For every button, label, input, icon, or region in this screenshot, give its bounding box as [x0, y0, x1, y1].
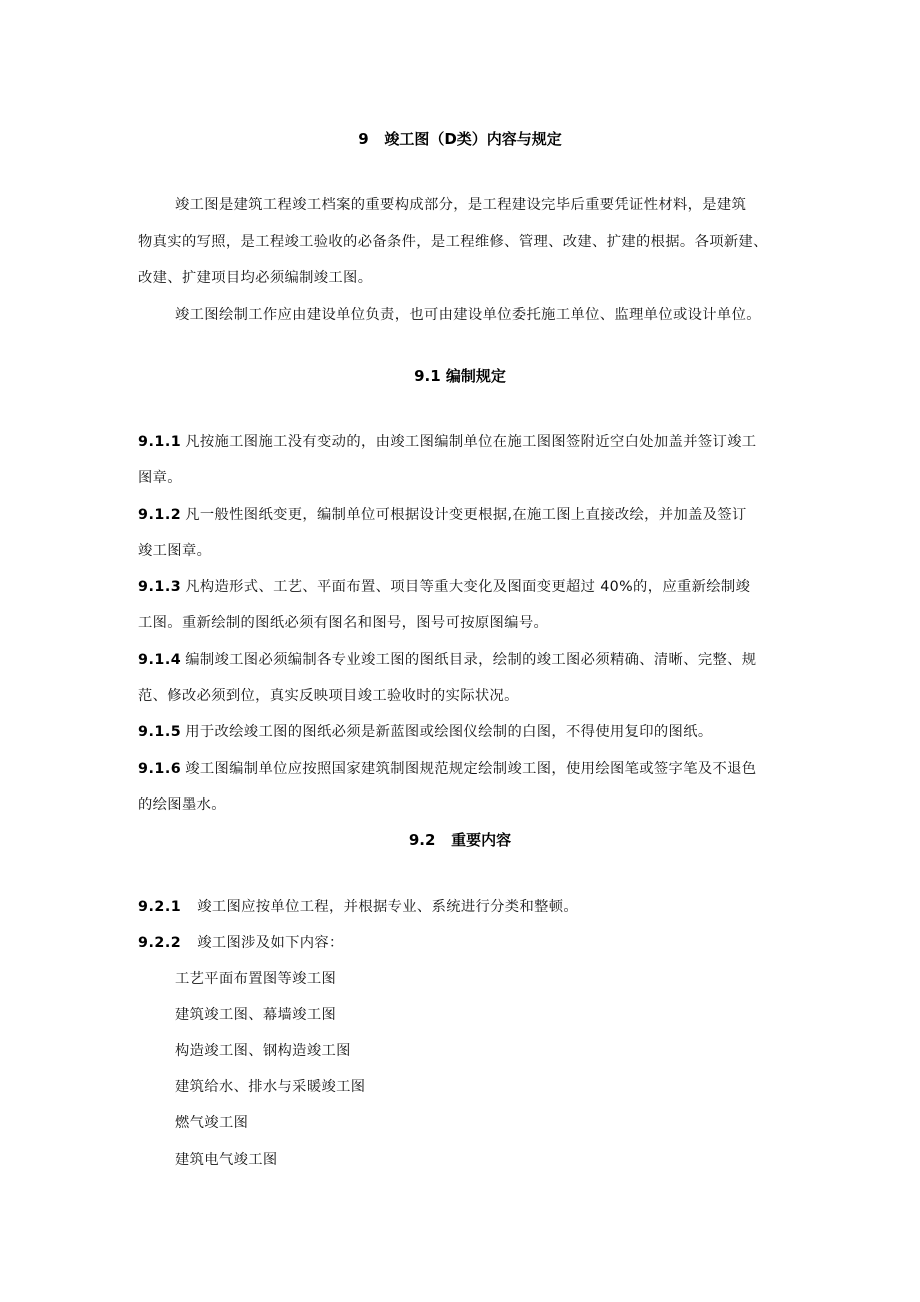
clause-9-1-2-cont: 竣工图章。	[138, 543, 212, 559]
clause-text: 编制竣工图必须编制各专业竣工图的图纸目录，绘制的竣工图必须精确、清晰、完整、规	[185, 652, 757, 668]
clause-9-1-5	[138, 722, 788, 742]
list-item: 建筑电气竣工图	[175, 1152, 278, 1168]
intro-paragraph-line-3: 改建、扩建项目均必须编制竣工图。	[138, 270, 373, 286]
clause-text: 竣工图涉及如下内容：	[197, 935, 344, 951]
clause-9-2-1	[138, 897, 788, 917]
clause-text: 竣工图应按单位工程，并根据专业、系统进行分类和整顿。	[197, 899, 579, 915]
clause-number: 9.2.1	[138, 899, 182, 915]
clause-9-1-6	[138, 759, 788, 779]
intro-paragraph-2: 竣工图绘制工作应由建设单位负责，也可由建设单位委托施工单位、监理单位或设计单位。	[175, 307, 761, 323]
section-heading-9-1: 9.1 编制规定	[414, 367, 506, 385]
list-item: 燃气竣工图	[175, 1115, 249, 1131]
intro-paragraph-line-1: 竣工图是建筑工程竣工档案的重要构成部分，是工程建设完毕后重要凭证性材料，是建筑	[175, 197, 747, 213]
clause-number: 9.1.1	[138, 434, 182, 450]
clause-number: 9.1.4	[138, 652, 182, 668]
clause-number: 9.2.2	[138, 935, 182, 951]
clause-text: 用于改绘竣工图的图纸必须是新蓝图或绘图仪绘制的白图，不得使用复印的图纸。	[185, 724, 713, 740]
list-item: 构造竣工图、钢构造竣工图	[175, 1043, 351, 1059]
clause-9-1-2	[138, 505, 788, 525]
clause-text: 竣工图编制单位应按照国家建筑制图规范规定绘制竣工图，使用绘图笔或签字笔及不退色	[185, 761, 757, 777]
clause-number: 9.1.2	[138, 507, 182, 523]
clause-9-1-3-cont: 工图。重新绘制的图纸必须有图名和图号，图号可按原图编号。	[138, 615, 549, 631]
section-heading-9-2: 9.2 重要内容	[408, 831, 512, 849]
clause-9-1-1	[138, 432, 788, 452]
clause-text: 凡一般性图纸变更，编制单位可根据设计变更根据,在施工图上直接改绘，并加盖及签订	[185, 507, 747, 523]
list-item: 建筑竣工图、幕墙竣工图	[175, 1007, 337, 1023]
list-item: 工艺平面布置图等竣工图	[175, 971, 337, 987]
clause-number: 9.1.5	[138, 724, 182, 740]
clause-text: 凡按施工图施工没有变动的，由竣工图编制单位在施工图图签附近空白处加盖并签订竣工	[185, 434, 757, 450]
clause-9-2-2	[138, 933, 788, 953]
intro-paragraph-line-2: 物真实的写照，是工程竣工验收的必备条件，是工程维修、管理、改建、扩建的根据。各项新建、	[138, 234, 768, 250]
clause-text: 凡构造形式、工艺、平面布置、项目等重大变化及图面变更超过 40%的，应重新绘制竣	[185, 579, 751, 595]
clause-number: 9.1.6	[138, 761, 182, 777]
chapter-title: 9 竣工图（D类）内容与规定	[358, 130, 562, 148]
clause-9-1-4	[138, 650, 788, 670]
clause-9-1-6-cont: 的绘图墨水。	[138, 797, 226, 813]
clause-number: 9.1.3	[138, 579, 182, 595]
clause-9-1-4-cont: 范、修改必须到位，真实反映项目竣工验收时的实际状况。	[138, 688, 519, 704]
clause-9-1-1-cont: 图章。	[138, 470, 182, 486]
clause-9-1-3	[138, 577, 788, 597]
list-item: 建筑给水、排水与采暖竣工图	[175, 1079, 366, 1095]
